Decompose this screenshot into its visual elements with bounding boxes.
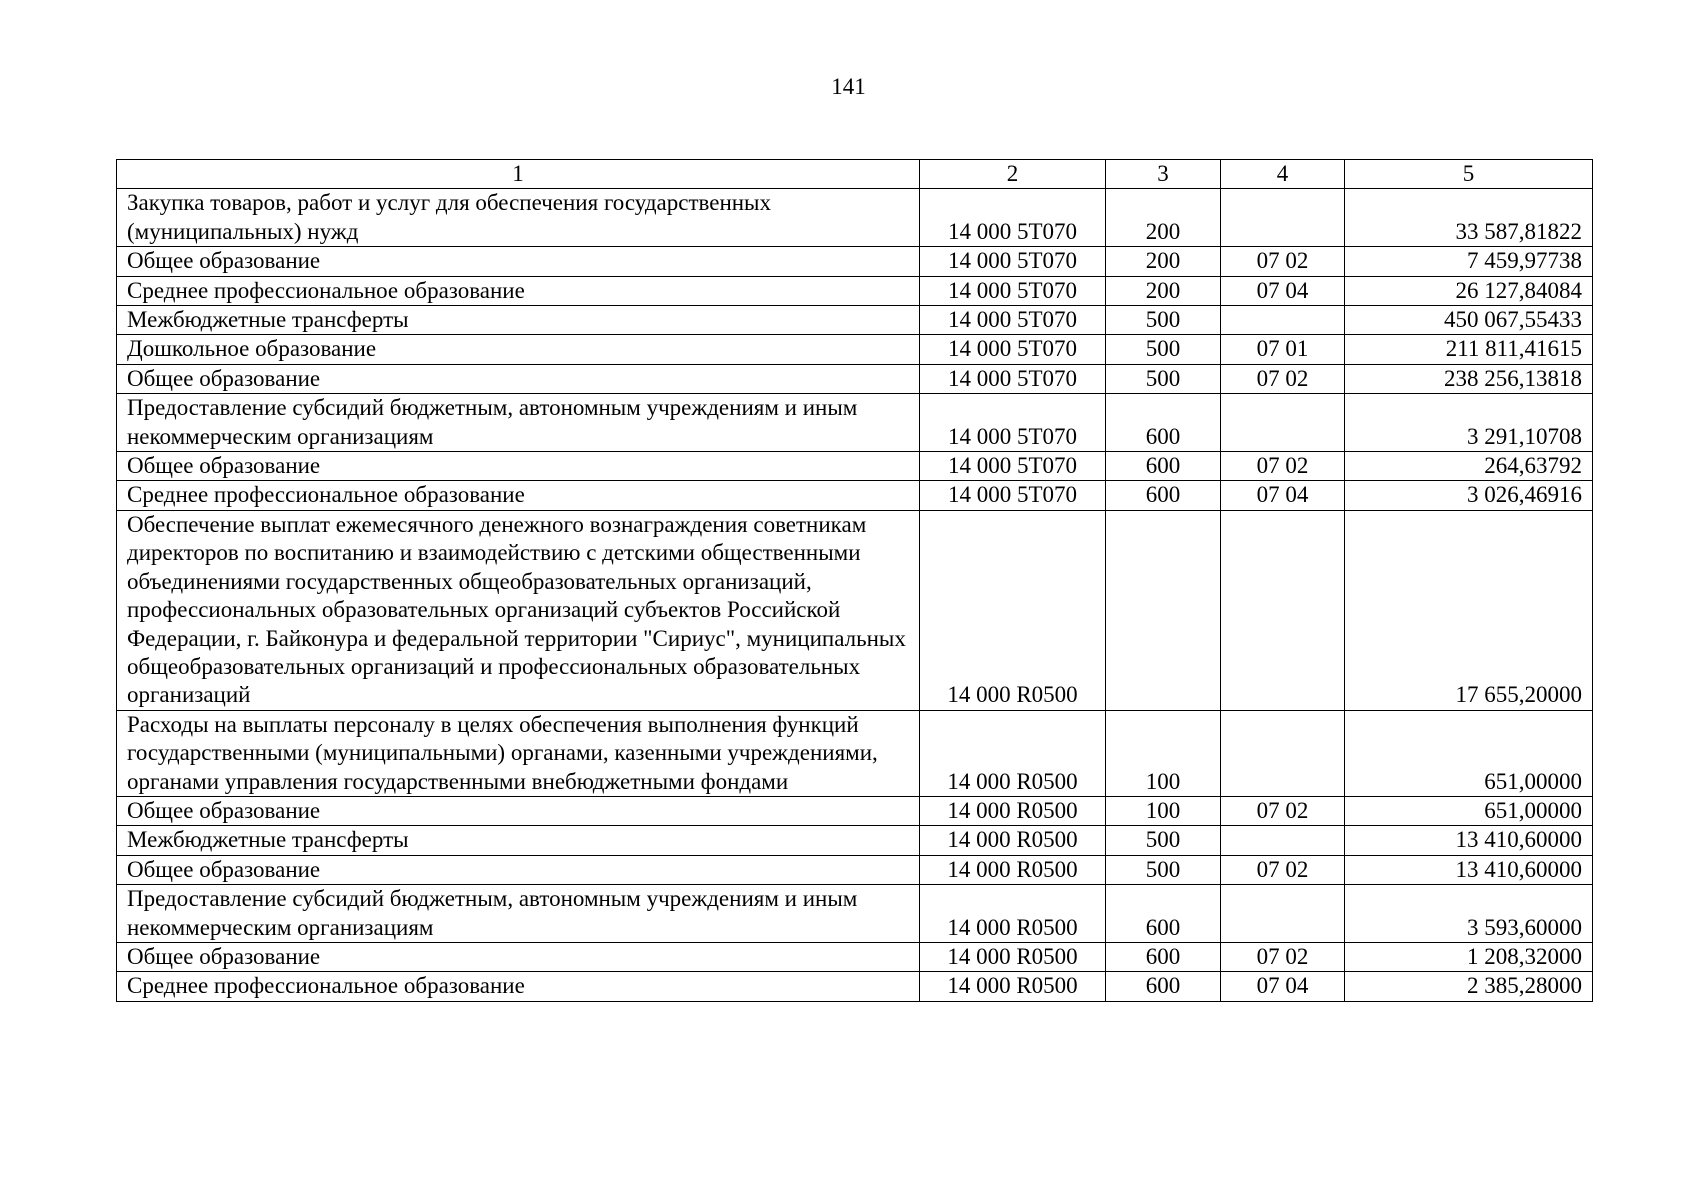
cell-expense-type: 500	[1106, 335, 1221, 364]
cell-amount: 7 459,97738	[1345, 247, 1593, 276]
cell-expense-type: 600	[1106, 972, 1221, 1001]
cell-expense-type: 200	[1106, 276, 1221, 305]
cell-name: Общее образование	[117, 452, 920, 481]
cell-name: Предоставление субсидий бюджетным, автономным учреждениям и иным некоммерческим организациям	[117, 394, 920, 452]
cell-amount: 211 811,41615	[1345, 335, 1593, 364]
cell-target-code: 14 000 R0500	[920, 855, 1106, 884]
cell-amount: 13 410,60000	[1345, 855, 1593, 884]
cell-expense-type: 200	[1106, 189, 1221, 247]
table-row	[117, 510, 1593, 710]
cell-section: 07 02	[1221, 364, 1345, 393]
cell-target-code: 14 000 R0500	[920, 942, 1106, 971]
cell-section	[1221, 710, 1345, 796]
cell-name: Общее образование	[117, 942, 920, 971]
header-col-5: 5	[1345, 160, 1593, 189]
header-col-2: 2	[920, 160, 1106, 189]
cell-target-code: 14 000 5Т070	[920, 394, 1106, 452]
cell-target-code: 14 000 5Т070	[920, 306, 1106, 335]
table-body	[117, 189, 1593, 1001]
cell-amount: 17 655,20000	[1345, 510, 1593, 710]
cell-amount: 3 291,10708	[1345, 394, 1593, 452]
cell-target-code: 14 000 5Т070	[920, 189, 1106, 247]
cell-section: 07 02	[1221, 452, 1345, 481]
cell-name: Межбюджетные трансферты	[117, 306, 920, 335]
cell-section	[1221, 189, 1345, 247]
table-row	[117, 364, 1593, 393]
cell-name: Среднее профессиональное образование	[117, 276, 920, 305]
cell-expense-type: 200	[1106, 247, 1221, 276]
cell-amount: 33 587,81822	[1345, 189, 1593, 247]
cell-section: 07 04	[1221, 481, 1345, 510]
table-row	[117, 972, 1593, 1001]
cell-target-code: 14 000 5Т070	[920, 481, 1106, 510]
header-col-3: 3	[1106, 160, 1221, 189]
cell-amount: 26 127,84084	[1345, 276, 1593, 305]
table-row	[117, 189, 1593, 247]
cell-target-code: 14 000 R0500	[920, 826, 1106, 855]
cell-expense-type: 600	[1106, 942, 1221, 971]
table-row	[117, 306, 1593, 335]
cell-amount: 651,00000	[1345, 710, 1593, 796]
cell-expense-type: 500	[1106, 855, 1221, 884]
cell-expense-type: 500	[1106, 826, 1221, 855]
table-row	[117, 276, 1593, 305]
table-row	[117, 452, 1593, 481]
cell-expense-type: 600	[1106, 452, 1221, 481]
cell-target-code: 14 000 R0500	[920, 972, 1106, 1001]
cell-target-code: 14 000 5Т070	[920, 364, 1106, 393]
cell-name: Среднее профессиональное образование	[117, 481, 920, 510]
cell-amount: 238 256,13818	[1345, 364, 1593, 393]
cell-amount: 2 385,28000	[1345, 972, 1593, 1001]
cell-section: 07 02	[1221, 247, 1345, 276]
cell-section: 07 02	[1221, 855, 1345, 884]
table-row	[117, 796, 1593, 825]
cell-section: 07 02	[1221, 942, 1345, 971]
header-row	[117, 160, 1593, 189]
cell-expense-type: 100	[1106, 710, 1221, 796]
cell-target-code: 14 000 R0500	[920, 710, 1106, 796]
cell-amount: 3 593,60000	[1345, 885, 1593, 943]
header-col-1: 1	[117, 160, 920, 189]
cell-amount: 13 410,60000	[1345, 826, 1593, 855]
cell-section	[1221, 885, 1345, 943]
cell-section: 07 04	[1221, 276, 1345, 305]
cell-name: Общее образование	[117, 364, 920, 393]
cell-section	[1221, 510, 1345, 710]
cell-amount: 450 067,55433	[1345, 306, 1593, 335]
cell-section	[1221, 306, 1345, 335]
cell-name: Расходы на выплаты персоналу в целях обеспечения выполнения функций государственными (муниципальными) органами, казенными учреждениями, органами управления государственными внебюджетными фондами	[117, 710, 920, 796]
cell-target-code: 14 000 R0500	[920, 885, 1106, 943]
cell-name: Закупка товаров, работ и услуг для обеспечения государственных (муниципальных) нужд	[117, 189, 920, 247]
cell-amount: 3 026,46916	[1345, 481, 1593, 510]
cell-target-code: 14 000 5Т070	[920, 452, 1106, 481]
cell-section: 07 02	[1221, 796, 1345, 825]
cell-section: 07 01	[1221, 335, 1345, 364]
cell-amount: 1 208,32000	[1345, 942, 1593, 971]
table-row	[117, 885, 1593, 943]
cell-name: Общее образование	[117, 796, 920, 825]
table-row	[117, 335, 1593, 364]
table-header	[117, 160, 1593, 189]
cell-expense-type: 100	[1106, 796, 1221, 825]
cell-target-code: 14 000 R0500	[920, 796, 1106, 825]
cell-name: Межбюджетные трансферты	[117, 826, 920, 855]
cell-section	[1221, 826, 1345, 855]
table-row	[117, 481, 1593, 510]
page-number: 141	[831, 74, 866, 99]
table-row	[117, 247, 1593, 276]
cell-amount: 264,63792	[1345, 452, 1593, 481]
cell-target-code: 14 000 R0500	[920, 510, 1106, 710]
cell-target-code: 14 000 5Т070	[920, 247, 1106, 276]
cell-expense-type: 500	[1106, 364, 1221, 393]
cell-expense-type	[1106, 510, 1221, 710]
cell-expense-type: 600	[1106, 885, 1221, 943]
header-col-4: 4	[1221, 160, 1345, 189]
cell-section	[1221, 394, 1345, 452]
cell-name: Дошкольное образование	[117, 335, 920, 364]
table-row	[117, 826, 1593, 855]
cell-section: 07 04	[1221, 972, 1345, 1001]
cell-name: Предоставление субсидий бюджетным, автономным учреждениям и иным некоммерческим организациям	[117, 885, 920, 943]
table-row	[117, 710, 1593, 796]
cell-name: Общее образование	[117, 855, 920, 884]
table-row	[117, 942, 1593, 971]
cell-target-code: 14 000 5Т070	[920, 276, 1106, 305]
table-row	[117, 855, 1593, 884]
table-row	[117, 394, 1593, 452]
cell-name: Обеспечение выплат ежемесячного денежного вознаграждения советникам директоров по воспитанию и взаимодействию с детскими общественными объединениями государственных общеобразовательных организаций, профессиональных образовательных организаций субъектов Российской Федерации, г. Байконура и федеральной территории "Сириус", муниципальных общеобразовательных организаций и профессиональных образовательных организаций	[117, 510, 920, 710]
cell-target-code: 14 000 5Т070	[920, 335, 1106, 364]
cell-name: Среднее профессиональное образование	[117, 972, 920, 1001]
cell-expense-type: 600	[1106, 481, 1221, 510]
cell-expense-type: 600	[1106, 394, 1221, 452]
cell-expense-type: 500	[1106, 306, 1221, 335]
cell-name: Общее образование	[117, 247, 920, 276]
cell-amount: 651,00000	[1345, 796, 1593, 825]
budget-table	[116, 159, 1593, 1002]
